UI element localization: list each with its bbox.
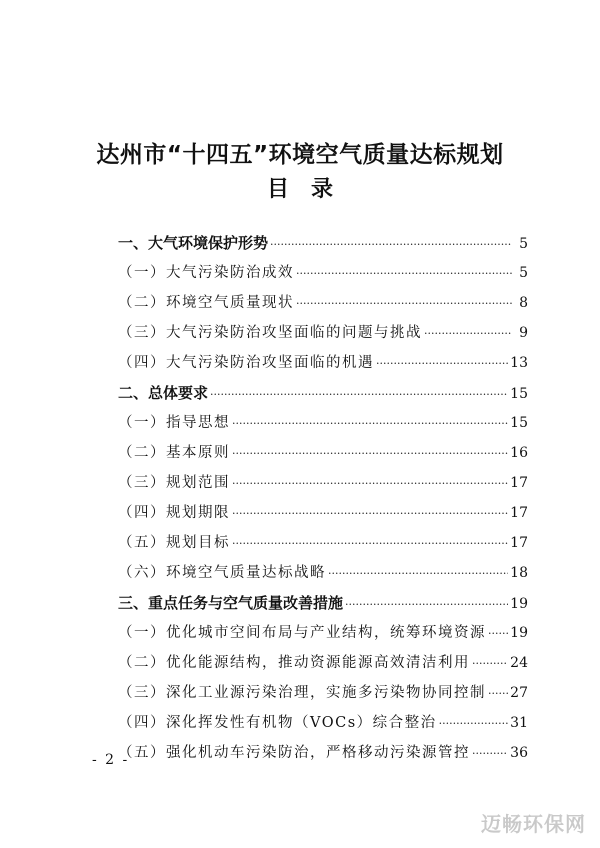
toc-subsection-entry[interactable] [118,258,528,288]
toc-dot-leader [232,439,508,469]
toc-entry-page: 19 [510,596,528,612]
toc-dot-leader [472,739,508,769]
toc-entry-label: （一）大气污染防治成效 [118,265,294,281]
toc-entry-page: 27 [510,685,528,701]
toc-entry-page: 31 [510,715,528,731]
toc-subsection-entry[interactable] [118,738,528,768]
toc-entry-page: 16 [510,445,528,461]
toc-dot-leader [472,649,508,679]
toc-dot-leader [296,259,512,289]
toc-entry-page: 15 [510,386,528,402]
toc-entry-page: 17 [510,535,528,551]
toc-entry-label: （二）环境空气质量现状 [118,295,294,311]
toc-subsection-entry[interactable] [118,648,528,678]
toc-subsection-entry[interactable] [118,528,528,558]
toc-heading-left: 目 [266,177,289,202]
toc-entry-label: （六）环境空气质量达标战略 [118,565,326,581]
toc-dot-leader [488,619,508,649]
toc-dot-leader [328,559,508,589]
toc-dot-leader [296,289,512,319]
toc-dot-leader [424,319,512,349]
table-of-contents [118,228,528,768]
toc-entry-label: （三）规划范围 [118,475,230,491]
toc-section-entry[interactable] [118,378,528,408]
toc-entry-page: 18 [510,565,528,581]
toc-entry-page: 24 [510,655,528,671]
document-title: 达州市“十四五”环境空气质量达标规划 [96,142,504,168]
toc-subsection-entry[interactable] [118,558,528,588]
toc-entry-label: （五）规划目标 [118,535,230,551]
toc-dot-leader [232,499,508,529]
toc-entry-label: 三、重点任务与空气质量改善措施 [118,594,344,612]
toc-dot-leader [210,380,508,410]
toc-entry-page: 17 [510,475,528,491]
toc-section-entry[interactable] [118,588,528,618]
toc-dot-leader [270,230,512,260]
toc-entry-label: （五）强化机动车污染防治，严格移动污染源管控 [118,745,470,761]
toc-entry-page: 15 [510,415,528,431]
toc-subsection-entry[interactable] [118,318,528,348]
toc-entry-label: （一）优化城市空间布局与产业结构，统筹环境资源 [118,625,486,641]
toc-subsection-entry[interactable] [118,618,528,648]
toc-subsection-entry[interactable] [118,678,528,708]
toc-subsection-entry[interactable] [118,708,528,738]
watermark-logo: 迈畅环保网 [481,812,586,836]
toc-entry-label: （三）深化工业源污染治理，实施多污染物协同控制 [118,685,486,701]
toc-entry-label: 二、总体要求 [118,384,209,402]
toc-entry-page: 5 [519,265,528,281]
toc-subsection-entry[interactable] [118,468,528,498]
toc-entry-label: （四）大气污染防治攻坚面临的机遇 [118,355,374,371]
toc-subsection-entry[interactable] [118,288,528,318]
toc-subsection-entry[interactable] [118,348,528,378]
toc-entry-page: 5 [519,236,528,252]
toc-subsection-entry[interactable] [118,438,528,468]
toc-entry-label: （四）规划期限 [118,505,230,521]
toc-entry-label: （二）优化能源结构，推动资源能源高效清洁利用 [118,655,470,671]
toc-entry-page: 8 [519,295,528,311]
toc-subsection-entry[interactable] [118,408,528,438]
toc-heading-right: 录 [311,177,334,202]
toc-entry-page: 19 [510,625,528,641]
toc-dot-leader [439,709,509,739]
toc-entry-page: 13 [510,355,528,371]
toc-entry-page: 17 [510,505,528,521]
toc-dot-leader [376,349,508,379]
toc-dot-leader [488,679,508,709]
toc-dot-leader [232,529,508,559]
toc-entry-page: 36 [510,745,528,761]
toc-entry-label: 一、大气环境保护形势 [118,234,269,252]
toc-subsection-entry[interactable] [118,498,528,528]
toc-entry-label: （三）大气污染防治攻坚面临的问题与挑战 [118,325,422,341]
toc-entry-label: （一）指导思想 [118,415,230,431]
toc-section-entry[interactable] [118,228,528,258]
toc-entry-page: 9 [519,325,528,341]
toc-dot-leader [345,590,508,620]
toc-dot-leader [232,409,508,439]
toc-entry-label: （四）深化挥发性有机物（VOCs）综合整治 [118,715,437,731]
page-number: - 2 - [92,752,130,768]
toc-entry-label: （二）基本原则 [118,445,230,461]
toc-heading [0,172,600,203]
toc-dot-leader [232,469,508,499]
